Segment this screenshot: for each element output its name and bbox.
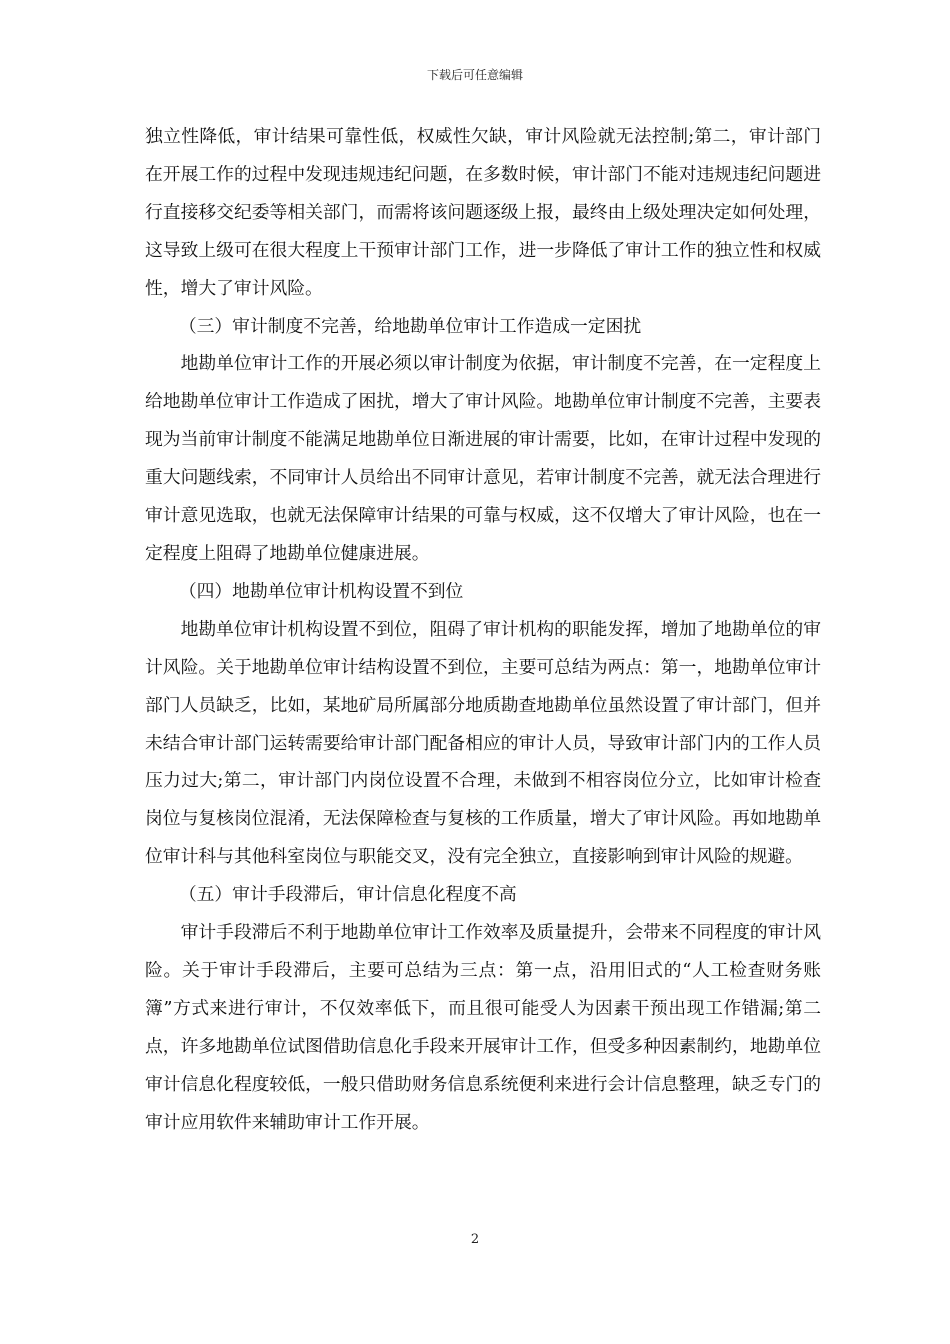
paragraph-section-4: 地勘单位审计机构设置不到位，阻碍了审计机构的职能发挥，增加了地勘单位的审计风险。关于地勘单位审计结构设置不到位，主要可总结为两点：第一，地勘单位审计部门人员缺乏，比如，某地矿局所属部分地质勘查地勘单位虽然设置了审计部门，但并未结合审计部门运转需要给审计部门配备相应的审计人员，导致审计部门内的工作人员压力过大;第二，审计部门内岗位设置不合理，未做到不相容岗位分立，比如审计检查岗位与复核岗位混淆，无法保障检查与复核的工作质量，增大了审计风险。再如地勘单位审计科与其他科室岗位与职能交叉，没有完全独立，直接影响到审计风险的规避。 [145,618,821,868]
paragraph-continued: 独立性降低，审计结果可靠性低，权威性欠缺，审计风险就无法控制;第二，审计部门在开展工作的过程中发现违规违纪问题，在多数时候，审计部门不能对违规违纪问题进行直接移交纪委等相关部门，而需将该问题逐级上报，最终由上级处理决定如何处理，这导致上级可在很大程度上干预审计部门工作，进一步降低了审计工作的独立性和权威性，增大了审计风险。 [145,126,821,299]
paragraph-section-5: 审计手段滞后不利于地勘单位审计工作效率及质量提升，会带来不同程度的审计风险。关于审计手段滞后，主要可总结为三点：第一点，沿用旧式的“人工检查财务账簿”方式来进行审计，不仅效率低下，而且很可能受人为因素干预出现工作错漏;第二点，许多地勘单位试图借助信息化手段来开展审计工作，但受多种因素制约，地勘单位审计信息化程度较低，一般只借助财务信息系统便利来进行会计信息整理，缺乏专门的审计应用软件来辅助审计工作开展。 [145,922,821,1133]
document-body [145,118,821,1141]
page-number: 2 [470,1232,480,1247]
page-header: 下载后可任意编辑 [426,68,523,82]
section-heading-3: （三）审计制度不完善，给地勘单位审计工作造成一定困扰 [178,315,642,337]
paragraph-section-3: 地勘单位审计工作的开展必须以审计制度为依据，审计制度不完善，在一定程度上给地勘单位审计工作造成了困扰，增大了审计风险。地勘单位审计制度不完善，主要表现为当前审计制度不能满足地勘单位日渐进展的审计需要，比如，在审计过程中发现的重大问题线索，不同审计人员给出不同审计意见，若审计制度不完善，就无法合理进行审计意见选取，也就无法保障审计结果的可靠与权威，这不仅增大了审计风险，也在一定程度上阻碍了地勘单位健康进展。 [145,353,821,564]
section-heading-5: （五）审计手段滞后，审计信息化程度不高 [178,884,517,906]
section-heading-4: （四）地勘单位审计机构设置不到位 [178,580,464,602]
